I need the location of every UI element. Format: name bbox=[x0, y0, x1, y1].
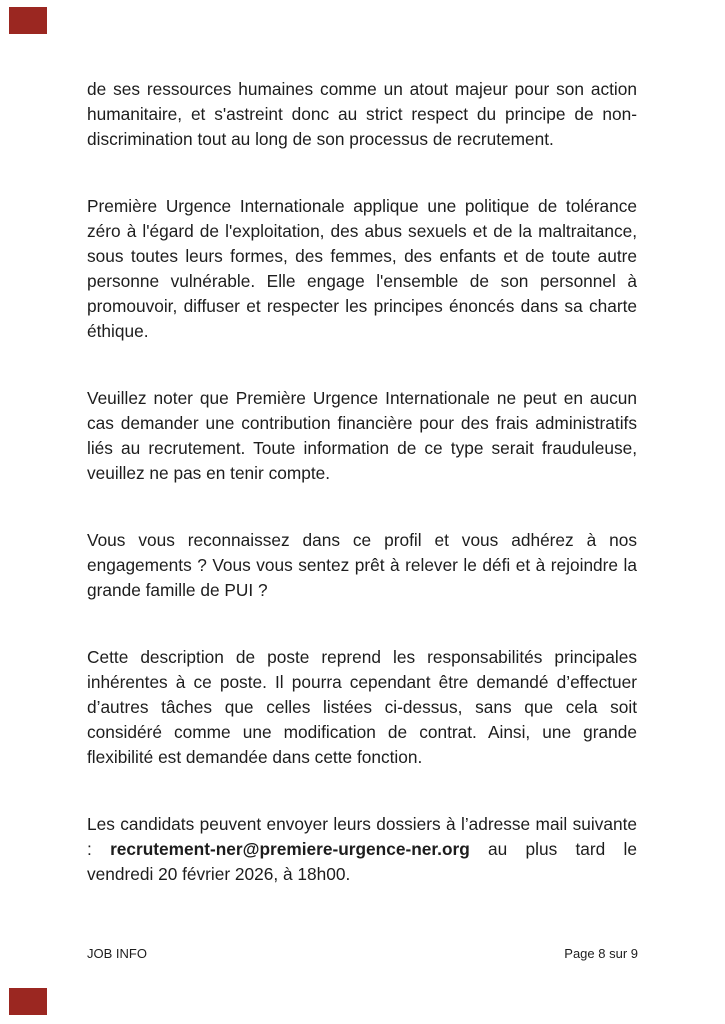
application-text-after: au plus tard le vendredi 20 février 2026, à 18h00. bbox=[87, 839, 638, 884]
application-text-before: Les candidats peuvent envoyer leurs dossiers à l’adresse mail suivante : bbox=[87, 814, 637, 859]
paragraph-flexibility: Cette description de poste reprend les responsabilités principales inhérentes à ce poste. Il pourra cependant être demandé d’effectuer d’autres tâches que celles listées ci-dessus, sans que cela soit considéré comme une modification de contrat. Ainsi, une grande flexibilité est demandée dans cette fonction. bbox=[87, 647, 637, 767]
page-footer bbox=[87, 946, 638, 961]
paragraph-tolerance-zero: Première Urgence Internationale applique une politique de tolérance zéro à l'égard de l'exploitation, des abus sexuels et de la maltraitance, sous toutes leurs formes, des femmes, des enfants et de toute autre personne vulnérable. Elle engage l'ensemble de son personnel à promouvoir, diffuser et respecter les principes énoncés dans sa charte éthique. bbox=[87, 196, 637, 341]
paragraph-application bbox=[87, 812, 637, 887]
page-corner-mark-bottom bbox=[9, 988, 47, 1015]
footer-doc-label: JOB INFO bbox=[87, 946, 147, 961]
paragraph-non-discrimination: de ses ressources humaines comme un atout majeur pour son action humanitaire, et s'astreint donc au strict respect du principe de non-discrimination tout au long de son processus de recrutement. bbox=[87, 79, 637, 149]
application-email: recrutement-ner@premiere-urgence-ner.org bbox=[110, 839, 470, 859]
document-body bbox=[87, 77, 637, 929]
paragraph-fraud-warning: Veuillez noter que Première Urgence Internationale ne peut en aucun cas demander une contribution financière pour des frais administratifs liés au recrutement. Toute information de ce type serait frauduleuse, veuillez ne pas en tenir compte. bbox=[87, 388, 637, 483]
footer-page-number: Page 8 sur 9 bbox=[564, 946, 638, 961]
paragraph-join-pui: Vous vous reconnaissez dans ce profil et vous adhérez à nos engagements ? Vous vous sentez prêt à relever le défi et à rejoindre la grande famille de PUI ? bbox=[87, 530, 637, 600]
page-corner-mark-top bbox=[9, 7, 47, 34]
